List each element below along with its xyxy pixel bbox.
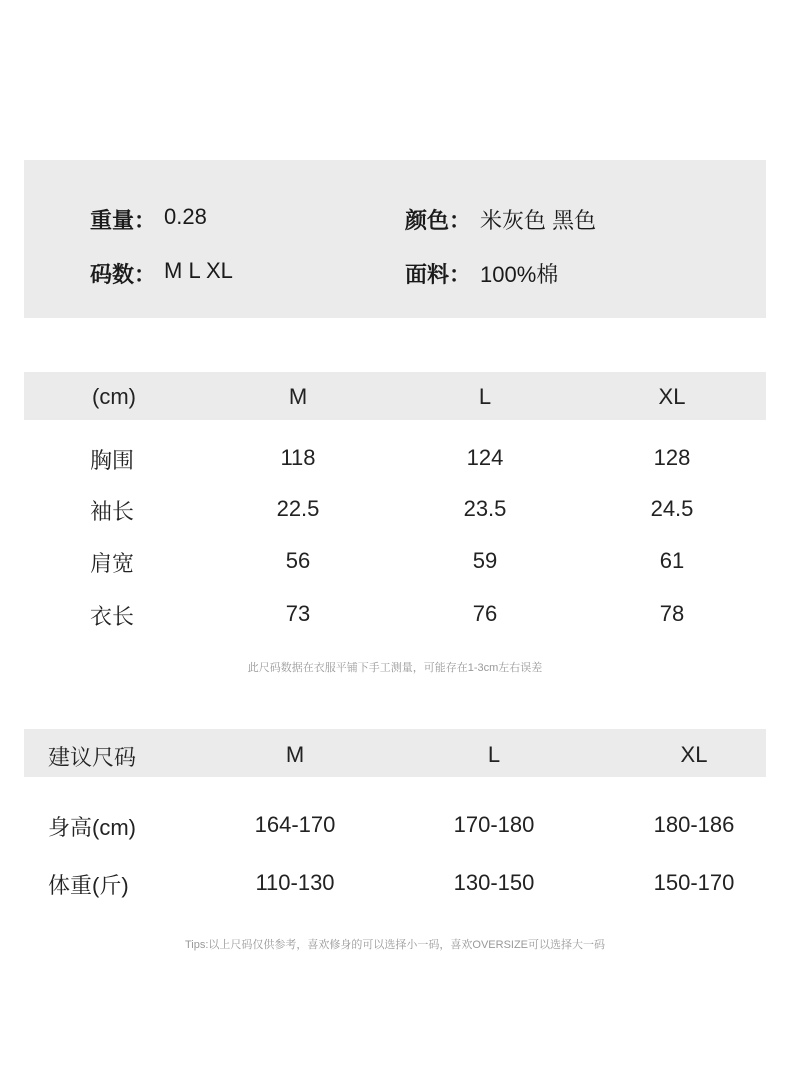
suggest-cell: 150-170 — [653, 870, 735, 895]
weight-value: 0.28 — [164, 204, 207, 229]
weight-label: 重量： — [90, 208, 157, 233]
suggest-header-xl: XL — [680, 742, 708, 767]
suggest-header-m: M — [285, 742, 305, 767]
suggest-cell: 110-130 — [255, 870, 335, 895]
measure-header-unit: (cm) — [92, 384, 136, 409]
measure-header-xl: XL — [658, 384, 686, 409]
fabric-value: 100%棉 — [480, 262, 559, 287]
product-info-box — [24, 160, 766, 318]
measure-cell: 128 — [653, 445, 691, 470]
measure-cell: 76 — [472, 601, 498, 626]
measure-cell: 23.5 — [463, 496, 507, 521]
color-value: 米灰色 黑色 — [480, 208, 597, 233]
measure-cell: 118 — [280, 445, 316, 470]
suggest-cell: 180-186 — [653, 812, 735, 837]
weight-info — [90, 204, 207, 235]
measure-cell: 59 — [472, 548, 498, 573]
suggest-cell: 170-180 — [453, 812, 535, 837]
measure-cell: 56 — [285, 548, 311, 573]
measure-row-label: 袖长 — [90, 499, 135, 524]
tips-note: Tips:以上尺码仅供参考，喜欢修身的可以选择小一码，喜欢OVERSIZE可以选择大一码 — [184, 939, 606, 951]
measure-cell: 78 — [659, 601, 685, 626]
fabric-label: 面料： — [405, 262, 472, 287]
size-value: M L XL — [164, 258, 233, 283]
suggest-cell: 130-150 — [453, 870, 535, 895]
suggest-cell: 164-170 — [254, 812, 336, 837]
fabric-info — [405, 258, 559, 289]
measure-header-l: L — [478, 384, 492, 409]
measure-row-label: 胸围 — [90, 448, 135, 473]
suggest-header-l: L — [487, 742, 501, 767]
measure-cell: 24.5 — [650, 496, 694, 521]
measure-cell: 73 — [285, 601, 311, 626]
measure-row-label: 衣长 — [90, 604, 135, 629]
measure-note: 此尺码数据在衣服平铺下手工测量，可能存在1-3cm左右误差 — [247, 662, 543, 674]
size-label: 码数： — [90, 262, 157, 287]
measure-cell: 124 — [466, 445, 504, 470]
suggest-row-label: 体重(斤) — [48, 873, 129, 898]
measure-cell: 61 — [659, 548, 685, 573]
color-info — [405, 204, 597, 235]
suggest-header-title: 建议尺码 — [48, 745, 137, 770]
suggest-row-label: 身高(cm) — [48, 815, 136, 840]
measure-header-m: M — [288, 384, 308, 409]
measure-cell: 22.5 — [276, 496, 320, 521]
color-label: 颜色： — [405, 208, 472, 233]
size-info — [90, 258, 233, 289]
measure-row-label: 肩宽 — [90, 551, 135, 576]
